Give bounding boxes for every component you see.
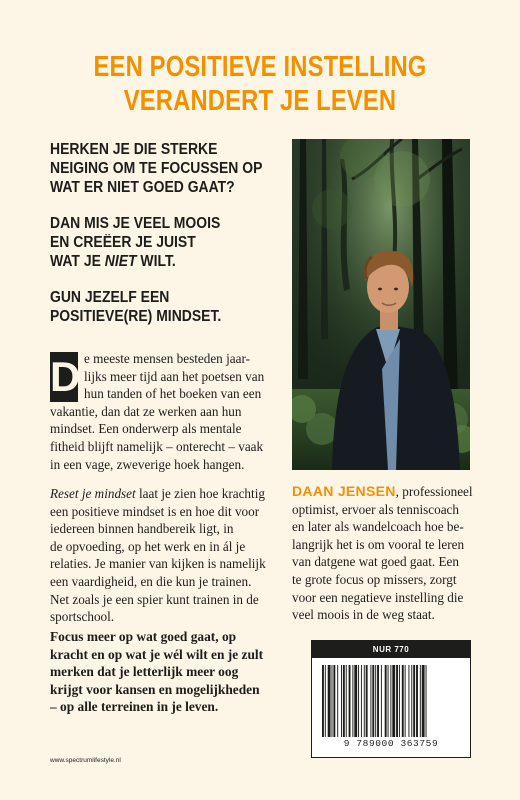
- barcode-bar: [354, 665, 357, 737]
- isbn-number: 9 789000 363759: [343, 738, 439, 749]
- headline-line-1: EEN POSITIEVE INSTELLING: [93, 51, 427, 83]
- author-bio-line: veel moois in de weg staat.: [292, 607, 435, 623]
- barcode-bar: [420, 665, 421, 737]
- barcode-bar: [416, 665, 418, 737]
- barcode-bar: [325, 665, 326, 737]
- body-line: een vaardigheid, en die kun je trainen.: [50, 573, 252, 589]
- author-bio-line: en later als wandelcoach hoe be-: [292, 519, 464, 535]
- barcode-bar: [390, 665, 391, 737]
- intro-line: HERKEN JE DIE STERKE: [50, 141, 218, 158]
- barcode-panel: [311, 640, 471, 758]
- barcode-bar: [405, 665, 406, 737]
- barcode-bar: [370, 665, 371, 737]
- barcode-bar: [337, 665, 338, 737]
- body-line: Net zoals je een spier kunt trainen in de: [50, 591, 259, 607]
- intro-line: DAN MIS JE VEEL MOOIS: [50, 215, 221, 232]
- intro-emphasis: NIET: [104, 253, 137, 270]
- headline: [47, 50, 473, 118]
- drop-cap: D: [50, 353, 81, 400]
- author-photo: [292, 139, 470, 470]
- barcode-bar: [361, 665, 362, 737]
- body-line: hun tanden of het boeken van een: [84, 386, 262, 402]
- body-paragraph-2: [50, 485, 290, 626]
- body-line: [50, 485, 290, 503]
- barcode-bar: [341, 665, 342, 737]
- barcode-bar: [388, 665, 389, 737]
- barcode-bar: [358, 665, 359, 737]
- author-bio-line: langrijk het is om vooral te leren: [292, 536, 465, 552]
- barcode-bar: [422, 665, 425, 737]
- barcode-bar: [364, 665, 365, 737]
- barcode-bar: [366, 665, 368, 737]
- barcode-bar: [333, 665, 335, 737]
- intro-block: [50, 140, 300, 343]
- book-title: Reset je mindset: [50, 486, 136, 501]
- author-bio-line: te grote focus op missers, zorgt: [292, 571, 457, 587]
- barcode-bar: [343, 665, 345, 737]
- barcode-bar: [413, 665, 415, 737]
- body-line: kracht en op wat je wél wilt en je zult: [50, 646, 264, 662]
- barcode-bar: [411, 665, 412, 737]
- body-line: vakantie, dan dat ze werken aan hun: [50, 403, 242, 419]
- intro-line: POSITIEVE(RE) MINDSET.: [50, 308, 222, 325]
- publisher-website: www.spectrumlifestyle.nl: [50, 757, 121, 764]
- body-line: merken dat je letterlijk meer oog: [50, 664, 239, 680]
- body-line: Focus meer op wat goed gaat, op: [50, 629, 237, 644]
- body-line: e meeste mensen besteden jaar-: [84, 351, 250, 366]
- intro-call: [50, 288, 300, 326]
- barcode-bar: [426, 665, 427, 737]
- body-paragraph-3: [50, 628, 290, 716]
- barcode-bar: [328, 665, 331, 737]
- barcode-bar: [377, 665, 379, 737]
- author-bio-line: voor een negatieve instelling die: [292, 589, 464, 605]
- intro-text: WAT JE: [50, 253, 105, 270]
- body-line: – op alle terreinen in je leven.: [50, 699, 219, 715]
- barcode-bar: [408, 665, 409, 737]
- body-line: in een vage, zweverige hoek hangen.: [50, 456, 245, 472]
- barcode-bar: [349, 665, 351, 737]
- barcode-bar: [375, 665, 376, 737]
- body-line: mindset. Een onderwerp als mentale: [50, 421, 242, 437]
- intro-line: GUN JEZELF EEN: [50, 289, 170, 306]
- barcode-bar: [322, 665, 324, 737]
- body-line: iedereen binnen handbereik ligt, in: [50, 521, 234, 537]
- intro-question: [50, 140, 300, 197]
- barcode: [322, 665, 460, 737]
- author-bio-line: optimist, ervoer als tenniscoach: [292, 501, 459, 517]
- barcode-bar: [332, 665, 333, 737]
- nur-code: NUR 770: [312, 641, 470, 658]
- body-line: fitheid blijft namelijk – onterecht – vaak: [50, 438, 264, 454]
- headline-line-2: VERANDERT JE LEVEN: [123, 85, 397, 117]
- barcode-bar: [346, 665, 347, 737]
- body-line: een positieve mindset is en hoe dit voor: [50, 503, 260, 519]
- barcode-bar: [385, 665, 387, 737]
- barcode-bar: [352, 665, 353, 737]
- intro-line: NEIGING OM TE FOCUSSEN OP: [50, 160, 263, 177]
- body-text: laat je zien hoe krachtig: [135, 486, 265, 501]
- intro-line: [50, 252, 275, 271]
- body-paragraph-1: [50, 350, 282, 473]
- barcode-bar: [396, 665, 398, 737]
- body-line: relaties. Je manier van kijken is namelijk: [50, 556, 266, 572]
- intro-text: WILT.: [136, 253, 176, 270]
- body-line: lijks meer tijd aan het poetsen van: [84, 368, 265, 384]
- author-name: DAAN JENSEN: [292, 483, 396, 499]
- author-bio-text: , professioneel: [395, 484, 473, 499]
- author-bio: [292, 483, 482, 624]
- body-line: krijgt voor kansen en mogelijkheden: [50, 681, 260, 697]
- barcode-bar: [402, 665, 404, 737]
- author-bio-line: van datgene wat goed gaat. Een: [292, 554, 459, 570]
- intro-line: EN CREËER JE JUIST: [50, 234, 196, 251]
- body-line: sportschool.: [50, 609, 115, 625]
- intro-line: WAT ER NIET GOED GAAT?: [50, 179, 235, 196]
- barcode-bar: [381, 665, 382, 737]
- barcode-bar: [392, 665, 395, 737]
- author-bio-line: [292, 483, 482, 501]
- intro-statement: [50, 214, 300, 271]
- barcode-bar: [372, 665, 374, 737]
- barcode-bar: [399, 665, 400, 737]
- body-line: de opvoeding, op het werk en in ál je: [50, 538, 246, 554]
